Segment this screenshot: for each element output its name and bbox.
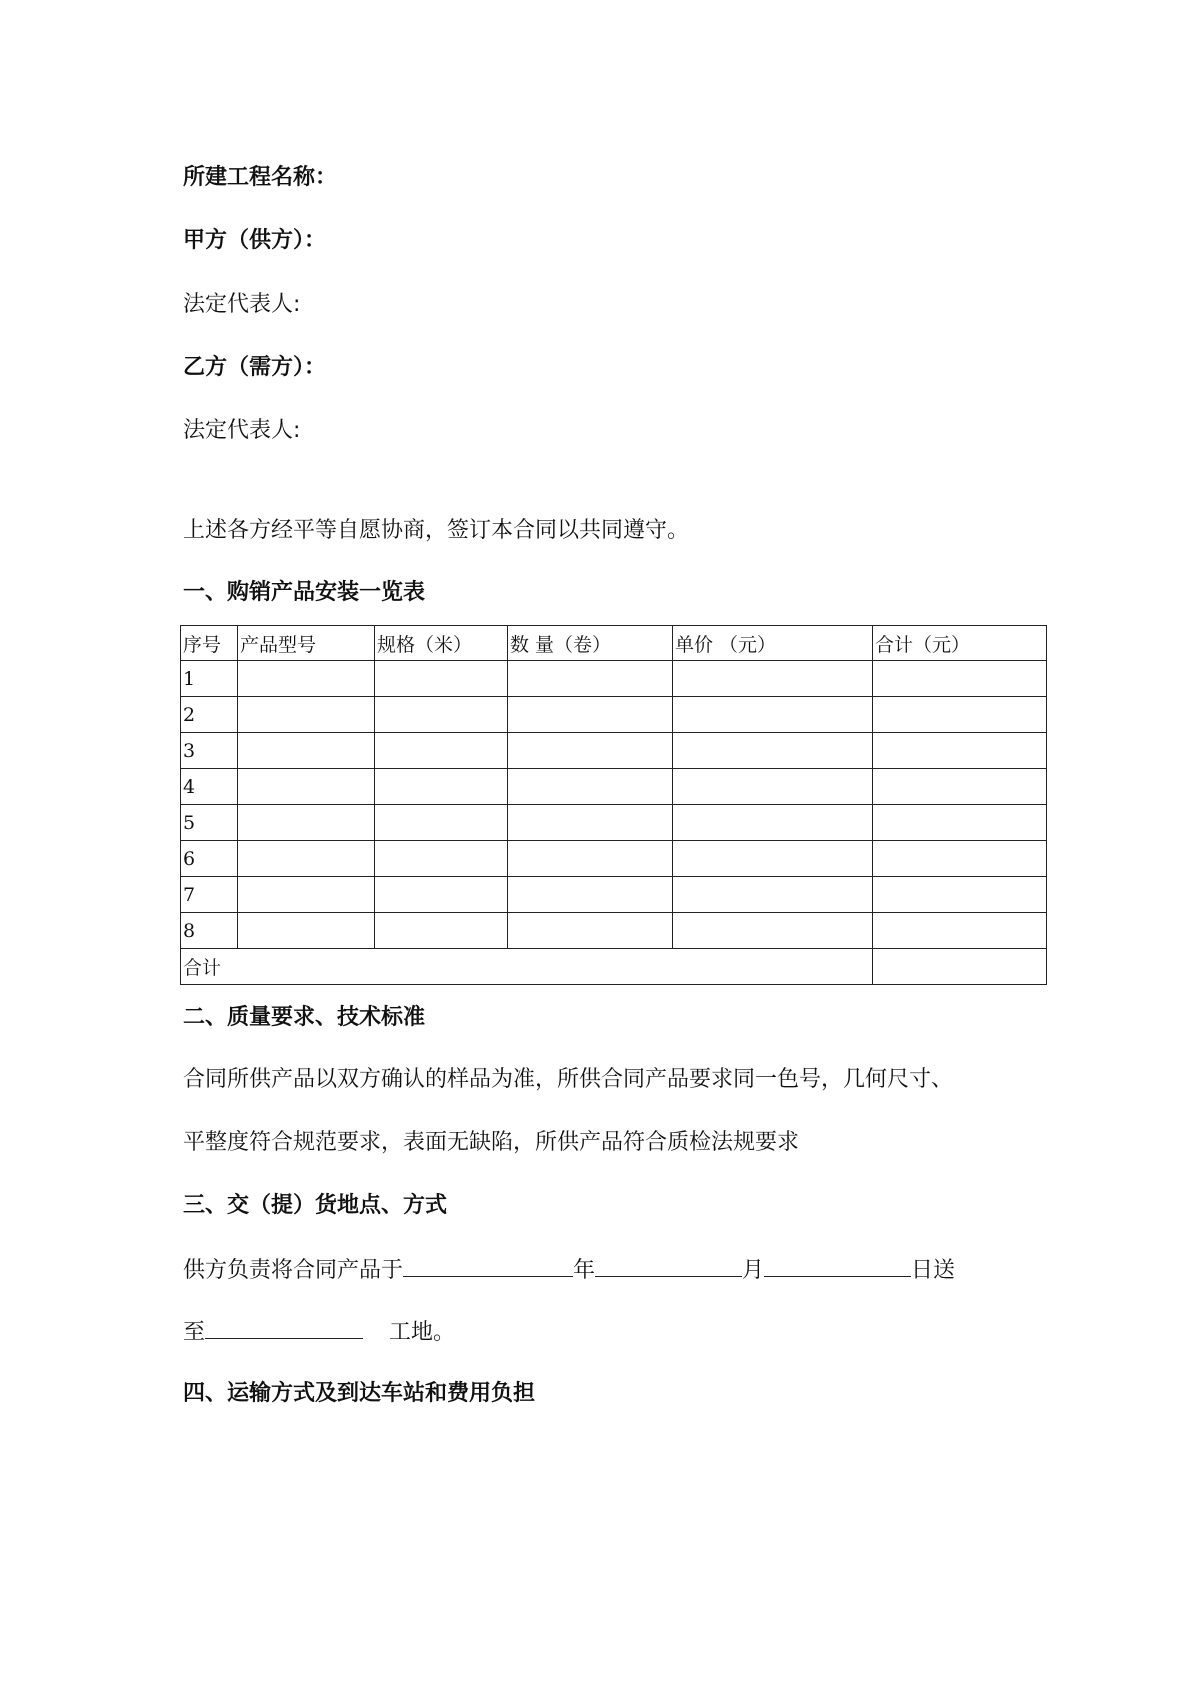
unit-price-cell <box>673 697 873 733</box>
spec-cell <box>375 733 508 769</box>
spec-cell <box>375 913 508 949</box>
party-a-representative-label: 法定代表人: <box>183 292 301 317</box>
model-cell <box>238 913 375 949</box>
model-cell <box>238 805 375 841</box>
row-index-cell: 2 <box>181 697 238 733</box>
total-cell <box>873 877 1047 913</box>
spec-cell <box>375 841 508 877</box>
delivery-month-blank[interactable] <box>595 1254 742 1277</box>
row-index-cell: 3 <box>181 733 238 769</box>
model-cell <box>238 841 375 877</box>
total-cell <box>873 661 1047 697</box>
party-b-label: 乙方（需方）： <box>183 355 327 380</box>
table-row <box>181 661 1047 697</box>
total-cell <box>873 913 1047 949</box>
column-header-model: 产品型号 <box>238 626 375 661</box>
spec-cell <box>375 877 508 913</box>
table-row <box>181 805 1047 841</box>
intro-paragraph: 上述各方经平等自愿协商，签订本合同以共同遵守。 <box>183 518 690 543</box>
delivery-site-line <box>183 1316 455 1348</box>
delivery-date-line <box>183 1254 955 1286</box>
model-cell <box>238 877 375 913</box>
spec-cell <box>375 805 508 841</box>
row-index-cell: 4 <box>181 769 238 805</box>
delivery-prefix-text: 供方负责将合同产品于 <box>183 1258 404 1283</box>
project-name-label: 所建工程名称： <box>183 165 338 190</box>
quality-paragraph-line1: 合同所供产品以双方确认的样品为准，所供合同产品要求同一色号，几何尺寸、 <box>183 1067 954 1092</box>
model-cell <box>238 769 375 805</box>
party-a-label: 甲方（供方）： <box>183 228 327 253</box>
site-label: 工地。 <box>389 1320 456 1345</box>
model-cell <box>238 697 375 733</box>
model-cell <box>238 661 375 697</box>
delivery-site-blank[interactable] <box>205 1316 363 1339</box>
row-index-cell: 1 <box>181 661 238 697</box>
table-row <box>181 877 1047 913</box>
quality-paragraph-line2: 平整度符合规范要求，表面无缺陷，所供产品符合质检法规要求 <box>183 1130 800 1155</box>
quantity-cell <box>508 769 673 805</box>
unit-price-cell <box>673 661 873 697</box>
quantity-cell <box>508 661 673 697</box>
unit-price-cell <box>673 877 873 913</box>
total-cell <box>873 805 1047 841</box>
unit-price-cell <box>673 913 873 949</box>
total-cell <box>873 733 1047 769</box>
row-index-cell: 5 <box>181 805 238 841</box>
table-row <box>181 841 1047 877</box>
model-cell <box>238 733 375 769</box>
table-row <box>181 733 1047 769</box>
section2-title: 二、质量要求、技术标准 <box>183 1005 426 1030</box>
section4-title: 四、运输方式及到达车站和费用负担 <box>183 1381 536 1406</box>
spec-cell <box>375 697 508 733</box>
delivery-year-blank[interactable] <box>403 1254 573 1277</box>
grand-total-cell <box>873 949 1047 985</box>
table-total-row <box>181 949 1047 985</box>
table-row <box>181 769 1047 805</box>
total-label-cell: 合计 <box>181 949 873 985</box>
unit-price-cell <box>673 805 873 841</box>
month-label: 月 <box>742 1258 765 1283</box>
quantity-cell <box>508 733 673 769</box>
product-table <box>180 625 1047 985</box>
column-header-quantity: 数 量（卷） <box>508 626 673 661</box>
section3-title: 三、交（提）货地点、方式 <box>183 1193 448 1218</box>
row-index-cell: 7 <box>181 877 238 913</box>
table-row <box>181 913 1047 949</box>
table-header-row <box>181 626 1047 661</box>
unit-price-cell <box>673 733 873 769</box>
party-b-representative-label: 法定代表人: <box>183 418 301 443</box>
unit-price-cell <box>673 841 873 877</box>
total-cell <box>873 697 1047 733</box>
quantity-cell <box>508 913 673 949</box>
column-header-spec: 规格（米） <box>375 626 508 661</box>
unit-price-cell <box>673 769 873 805</box>
quantity-cell <box>508 841 673 877</box>
quantity-cell <box>508 697 673 733</box>
total-cell <box>873 841 1047 877</box>
column-header-total: 合计（元） <box>873 626 1047 661</box>
spec-cell <box>375 661 508 697</box>
day-send-label: 日送 <box>911 1258 956 1283</box>
total-cell <box>873 769 1047 805</box>
column-header-index: 序号 <box>181 626 238 661</box>
quantity-cell <box>508 877 673 913</box>
section1-title: 一、购销产品安装一览表 <box>183 580 426 605</box>
quantity-cell <box>508 805 673 841</box>
row-index-cell: 8 <box>181 913 238 949</box>
column-header-unit-price: 单价 （元） <box>673 626 873 661</box>
spec-cell <box>375 769 508 805</box>
delivery-day-blank[interactable] <box>764 1254 911 1277</box>
row-index-cell: 6 <box>181 841 238 877</box>
table-row <box>181 697 1047 733</box>
to-label: 至 <box>183 1320 206 1345</box>
year-label: 年 <box>573 1258 596 1283</box>
